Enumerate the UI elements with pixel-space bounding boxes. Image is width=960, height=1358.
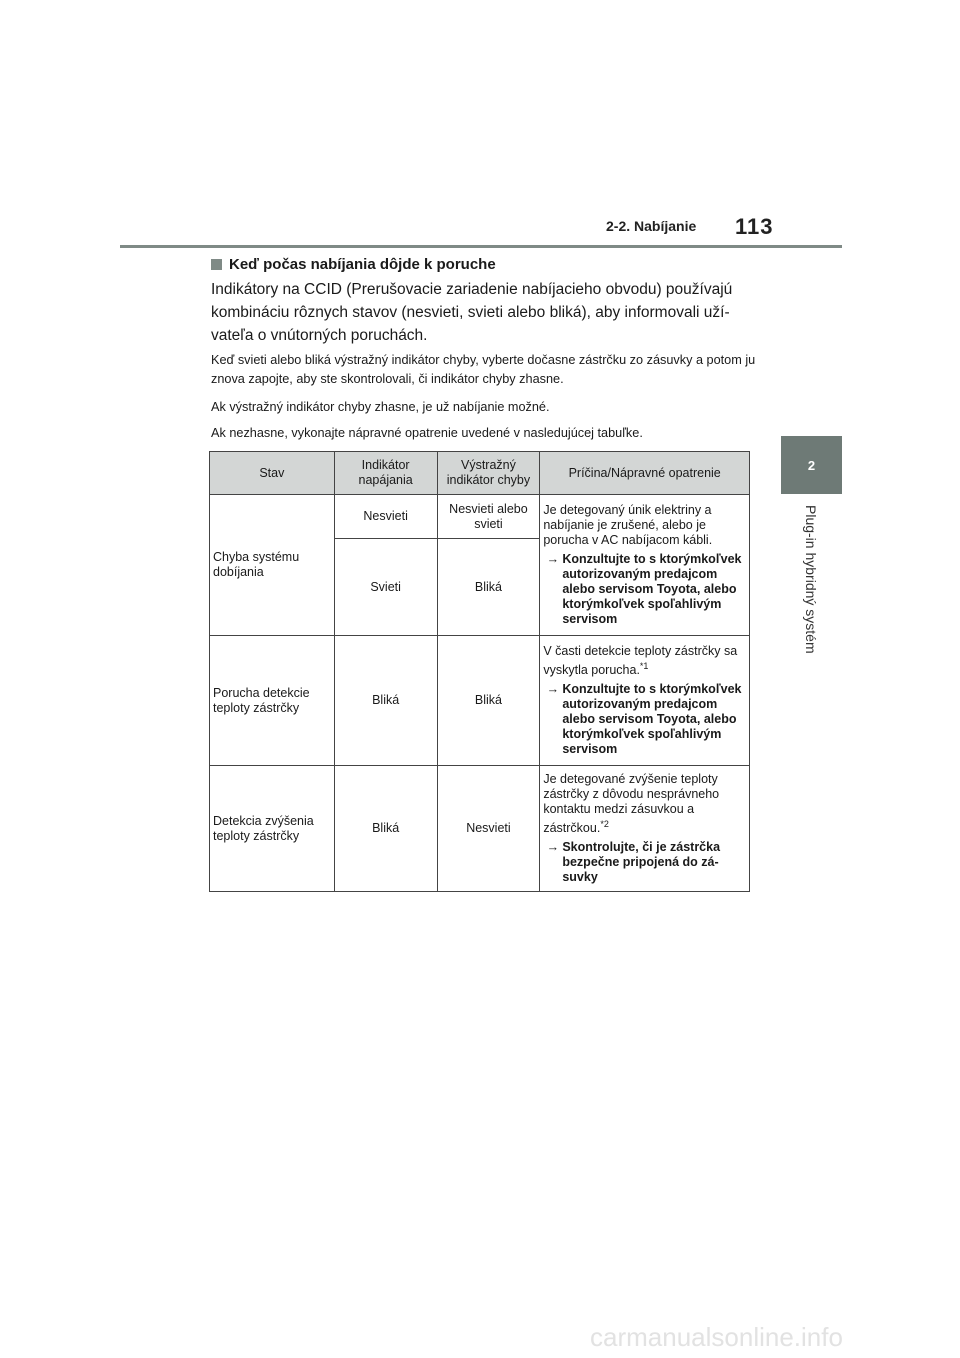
remedy-text: Konzultujte to s ktorýmkoľvek autorizovaným predajcom alebo servisom Toyota, alebo ktorýmkoľvek spoľahlivým servisom: [562, 552, 742, 626]
watermark: carmanualsonline.info: [590, 1322, 843, 1352]
cause-text: [543, 772, 746, 836]
arrow-right-icon: →: [546, 552, 560, 566]
fault-indicator-cell: Bliká: [437, 636, 540, 766]
column-header: Stav: [210, 452, 335, 495]
square-bullet-icon: [211, 259, 222, 270]
section-title: 2-2. Nabíjanie: [606, 218, 697, 234]
fault-indicator-cell: Nesvieti alebo svieti: [437, 495, 540, 539]
status-cell: Detekcia zvýšenia teploty zástrčky: [210, 766, 335, 892]
column-header: Príčina/Nápravné opatrenie: [540, 452, 750, 495]
arrow-right-icon: →: [546, 840, 560, 855]
footnote-ref: *1: [639, 660, 649, 671]
cause-text: [543, 644, 746, 678]
arrow-right-icon: →: [546, 682, 560, 697]
power-indicator-cell: Bliká: [334, 636, 437, 766]
fault-table: [209, 451, 750, 892]
fault-indicator-cell: Nesvieti: [437, 766, 540, 892]
page-number: 113: [735, 214, 774, 239]
power-indicator-cell: Svieti: [334, 539, 437, 636]
body-paragraph: Keď svieti alebo bliká výstražný indikátor chyby, vyberte dočasne zástrčku zo zásuvky a potom ju znova zapojte, aby ste skontrolovali, či indikátor chyby zhasne.: [211, 353, 756, 386]
cause-cell: [540, 636, 750, 766]
heading-text: Keď počas nabíjania dôjde k poruche: [229, 256, 496, 273]
column-header: Výstražný indikátor chyby: [437, 452, 540, 495]
footnote-ref: *2: [600, 818, 609, 829]
intro-paragraph: Indikátory na CCID (Prerušovacie zariadenie nabíjacieho obvodu) používajú kombináciu rôznych stavov (nesvieti, svieti alebo bliká), aby informovali užívateľa o vnútorných poruchách.: [211, 281, 733, 344]
header-rule: [120, 245, 842, 248]
remedy: [543, 552, 746, 627]
cause-text: Je detegovaný únik elektriny a nabíjanie je zrušené, alebo je porucha v AC nabíjacom kábli.: [543, 503, 713, 547]
chapter-tab: [781, 436, 842, 494]
chapter-label: Plug-in hybridný systém: [803, 505, 819, 654]
fault-indicator-cell: Bliká: [437, 539, 540, 636]
table-row: [210, 766, 750, 892]
body-paragraph: Ak nezhasne, vykonajte nápravné opatrenie uvedené v nasledujúcej tabuľke.: [211, 426, 643, 440]
cause-cell: [540, 495, 750, 636]
table-row: [210, 495, 750, 539]
cause-sentence: V časti detekcie teploty zástrčky sa vyskytla porucha.: [543, 643, 738, 678]
column-header: Indikátor napájania: [334, 452, 437, 495]
cause-sentence: Je detegované zvýšenie teploty zástrčky z dôvodu nesprávneho kontaktu medzi zásuvkou a zástrčkou.: [543, 771, 720, 836]
section-heading: [211, 256, 496, 273]
remedy: [543, 682, 746, 757]
status-cell: Porucha detekcie teploty zástrčky: [210, 636, 335, 766]
body-paragraph: Ak výstražný indikátor chyby zhasne, je už nabíjanie možné.: [211, 400, 550, 414]
chapter-number: 2: [807, 457, 816, 473]
cause-cell: [540, 766, 750, 892]
table-row: [210, 636, 750, 766]
power-indicator-cell: Bliká: [334, 766, 437, 892]
remedy-text: Konzultujte to s ktorýmkoľvek autorizovaným predajcom alebo servisom Toyota, alebo ktorýmkoľvek spoľahlivým servisom: [562, 682, 742, 757]
status-cell: Chyba systému dobíjania: [210, 495, 335, 636]
remedy-text: Skontrolujte, či je zástrčka bezpečne pripojená do zásuvky: [562, 840, 721, 885]
remedy: [543, 840, 746, 885]
table-header-row: [210, 452, 750, 495]
power-indicator-cell: Nesvieti: [334, 495, 437, 539]
